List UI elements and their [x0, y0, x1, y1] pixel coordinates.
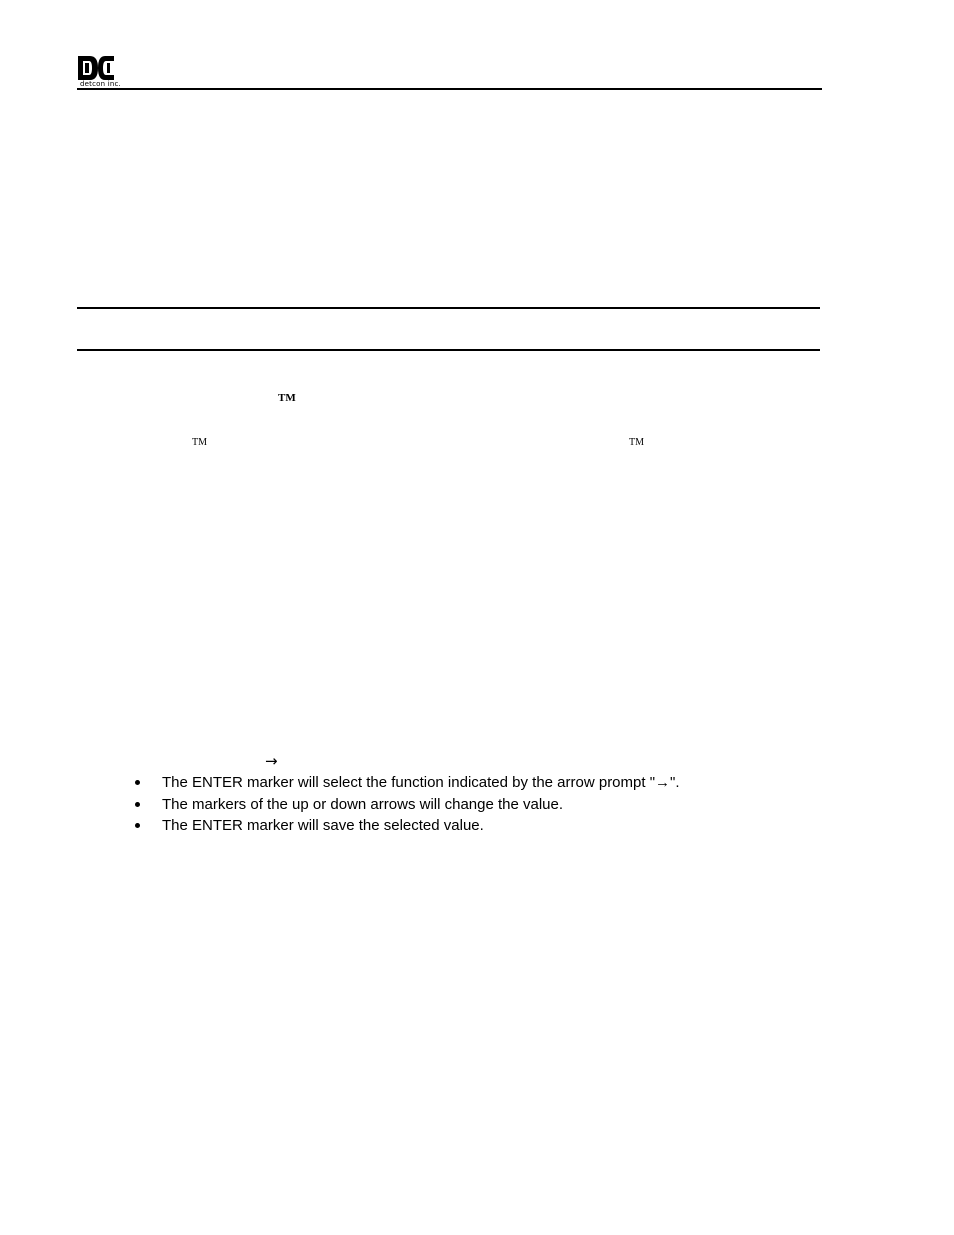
bullet-icon	[135, 780, 140, 785]
bullet-icon	[135, 823, 140, 828]
list-item-text: The markers of the up or down arrows will change the value.	[162, 795, 564, 813]
list-item	[135, 794, 680, 816]
instruction-list	[135, 772, 680, 837]
arrow-prompt-icon: →	[265, 752, 278, 770]
trademark-mark: TM	[278, 392, 296, 404]
list-item	[135, 815, 680, 837]
list-item-text: The ENTER marker will select the function indicated by the arrow prompt "→".	[162, 774, 680, 791]
trademark-mark: TM	[629, 437, 644, 448]
section-divider-top	[77, 307, 820, 309]
list-item	[135, 772, 680, 794]
list-item-text: The ENTER marker will save the selected value.	[162, 817, 484, 834]
bullet-icon	[135, 802, 140, 807]
dc-mark-icon	[78, 56, 116, 80]
header-divider	[77, 88, 822, 90]
section-divider-bottom	[77, 349, 820, 351]
trademark-mark: TM	[192, 437, 207, 448]
logo-text: detcon inc.	[80, 80, 121, 88]
